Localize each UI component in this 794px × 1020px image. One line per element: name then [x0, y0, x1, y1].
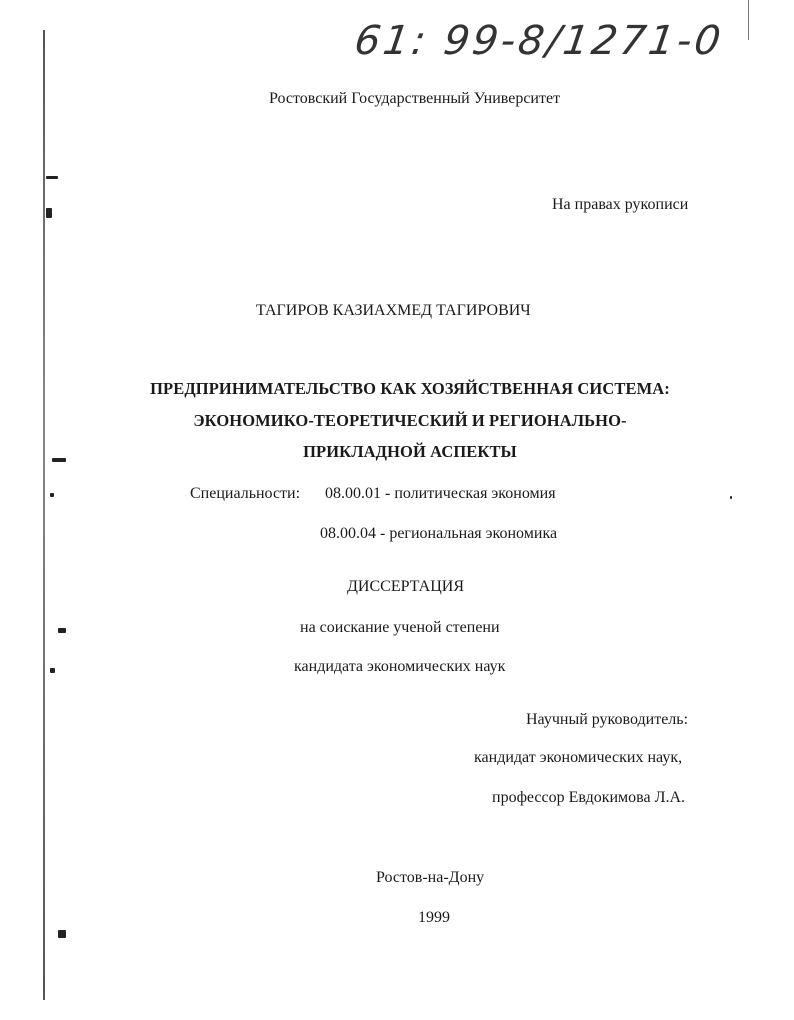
year: 1999 — [418, 909, 450, 926]
manuscript-note: На правах рукописи — [552, 196, 689, 213]
specialty-second: 08.00.04 - региональная экономика — [320, 525, 558, 542]
author-name: ТАГИРОВ КАЗИАХМЕД ТАГИРОВИЧ — [256, 302, 531, 319]
scan-speck — [58, 628, 66, 633]
specialty-first: 08.00.01 - политическая экономия — [325, 485, 556, 502]
dissertation-title-line-1: ПРЕДПРИНИМАТЕЛЬСТВО КАК ХОЗЯЙСТВЕННАЯ СИСТЕМА: — [150, 379, 670, 398]
scan-speck — [730, 496, 732, 499]
degree-line-1: на соискание ученой степени — [300, 619, 500, 636]
supervisor-label: Научный руководитель: — [526, 711, 689, 728]
specialties-label: Специальности: — [190, 485, 301, 502]
university-name: Ростовский Государственный Университет — [269, 90, 561, 107]
archive-number-handwritten: 61: 99-8/1271-0 — [351, 18, 727, 64]
scan-speck — [50, 668, 55, 673]
dissertation-title-line-3: ПРИКЛАДНОЙ АСПЕКТЫ — [303, 442, 517, 461]
scan-edge-line — [43, 30, 45, 1000]
supervisor-degree: кандидат экономических наук, — [474, 749, 683, 766]
scan-speck — [46, 176, 58, 179]
scan-edge-mark — [748, 0, 749, 40]
scan-speck — [58, 930, 66, 938]
document-type: ДИССЕРТАЦИЯ — [347, 578, 464, 595]
city: Ростов-на-Дону — [376, 869, 485, 886]
scan-speck — [50, 493, 54, 497]
dissertation-title-line-2: ЭКОНОМИКО-ТЕОРЕТИЧЕСКИЙ И РЕГИОНАЛЬНО- — [193, 411, 627, 430]
scan-speck — [46, 208, 52, 218]
degree-line-2: кандидата экономических наук — [294, 658, 506, 675]
supervisor-name: профессор Евдокимова Л.А. — [492, 789, 686, 806]
